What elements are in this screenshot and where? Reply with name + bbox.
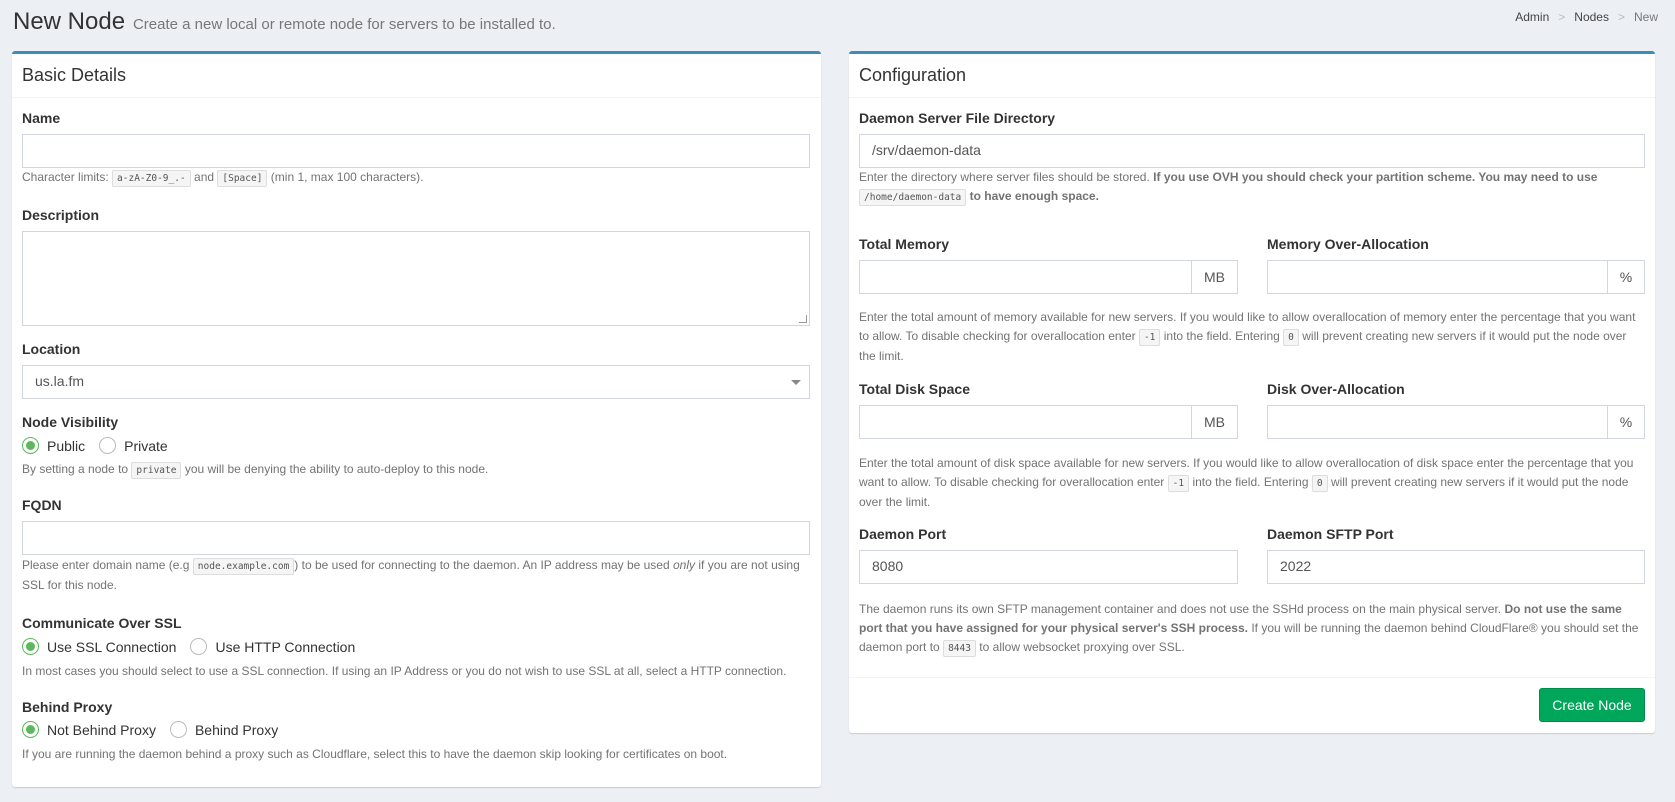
create-node-button[interactable]: Create Node bbox=[1539, 688, 1645, 722]
fqdn-help-code: node.example.com bbox=[193, 558, 295, 575]
memory-help: Enter the total amount of memory available for new servers. If you would like to allow overallocation of memory enter the percentage that you want to allow. To disable checking for overallocation enter -1 into the field. Entering 0 will prevent creating new servers if it would put the node over the limit. bbox=[859, 310, 1636, 363]
name-help-code-chars: a-zA-Z0-9_.- bbox=[112, 170, 191, 187]
proxy-help: If you are running the daemon behind a proxy such as Cloudflare, select this to have the daemon skip looking for certificates on boot. bbox=[22, 747, 728, 761]
daemon-dir-label: Daemon Server File Directory bbox=[859, 110, 1056, 126]
basic-details-header bbox=[12, 54, 821, 98]
configuration-footer bbox=[849, 677, 1655, 733]
location-selected-value: us.la.fm bbox=[35, 373, 85, 389]
name-help-code-space: [Space] bbox=[217, 170, 267, 187]
disk-overalloc-label: Disk Over-Allocation bbox=[1267, 381, 1405, 397]
radio-checked-icon[interactable] bbox=[22, 638, 39, 655]
basic-details-box bbox=[12, 51, 821, 787]
daemon-sftp-port-label: Daemon SFTP Port bbox=[1267, 526, 1394, 542]
total-disk-label: Total Disk Space bbox=[859, 381, 971, 397]
location-select[interactable] bbox=[22, 365, 810, 399]
disk-help-code-neg1: -1 bbox=[1168, 475, 1189, 492]
page-subtitle: Create a new local or remote node for servers to be installed to. bbox=[132, 16, 556, 33]
configuration-box bbox=[849, 51, 1655, 733]
memory-help-code-neg1: -1 bbox=[1139, 329, 1160, 346]
radio-checked-icon[interactable] bbox=[22, 437, 39, 454]
proxy-label: Behind Proxy bbox=[22, 699, 113, 715]
memory-overalloc-label: Memory Over-Allocation bbox=[1267, 236, 1429, 252]
disk-overalloc-unit: % bbox=[1607, 405, 1645, 439]
proxy-radio-group bbox=[22, 721, 292, 738]
radio-unchecked-icon[interactable] bbox=[99, 437, 116, 454]
breadcrumb-nodes[interactable]: Nodes bbox=[1574, 10, 1609, 24]
daemon-dir-help-code: /home/daemon-data bbox=[859, 189, 966, 206]
daemon-port-input[interactable]: 8080 bbox=[859, 550, 1238, 584]
fqdn-help: Please enter domain name (e.g node.example.com ) to be used for connecting to the daemon. An IP address may be used only if you are not using SSL for this node. bbox=[22, 558, 800, 592]
port-help: The daemon runs its own SFTP management container and does not use the SSHd process on the main physical server. Do not use the same port that you have assigned for your physical server's SSH process. If you will be running the daemon behind CloudFlare® you should set the daemon port to 8443 to allow websocket proxying over SSL. bbox=[859, 600, 1645, 658]
visibility-radio-group bbox=[22, 437, 182, 454]
breadcrumb-separator: > bbox=[1558, 10, 1566, 24]
radio-unchecked-icon[interactable] bbox=[170, 721, 187, 738]
daemon-sftp-port-input[interactable]: 2022 bbox=[1267, 550, 1645, 584]
resize-handle-icon[interactable] bbox=[799, 315, 807, 323]
visibility-public-option[interactable]: Public bbox=[22, 437, 85, 454]
total-memory-label: Total Memory bbox=[859, 236, 949, 252]
fqdn-label: FQDN bbox=[22, 497, 62, 513]
total-disk-unit: MB bbox=[1191, 405, 1238, 439]
configuration-header bbox=[849, 54, 1655, 98]
disk-help-code-zero: 0 bbox=[1312, 475, 1328, 492]
daemon-port-label: Daemon Port bbox=[859, 526, 947, 542]
visibility-help-code: private bbox=[131, 462, 181, 479]
breadcrumb bbox=[1515, 10, 1658, 24]
breadcrumb-separator: > bbox=[1617, 10, 1625, 24]
visibility-label: Node Visibility bbox=[22, 414, 119, 430]
total-memory-unit: MB bbox=[1191, 260, 1238, 294]
page-title: New Node bbox=[13, 8, 126, 35]
proxy-option-behind[interactable]: Behind Proxy bbox=[170, 721, 278, 738]
ssl-label: Communicate Over SSL bbox=[22, 615, 182, 631]
configuration-title: Configuration bbox=[859, 65, 967, 85]
ssl-option-http[interactable]: Use HTTP Connection bbox=[190, 638, 355, 655]
visibility-help: By setting a node to private you will be denying the ability to auto-deploy to this node. bbox=[22, 460, 488, 480]
location-label: Location bbox=[22, 341, 81, 357]
description-label: Description bbox=[22, 207, 100, 223]
daemon-dir-input[interactable]: /srv/daemon-data bbox=[859, 134, 1645, 168]
name-help: Character limits: a-zA-Z0-9_.- and [Space] (min 1, max 100 characters). bbox=[22, 168, 424, 188]
port-help-code: 8443 bbox=[943, 640, 976, 657]
radio-unchecked-icon[interactable] bbox=[190, 638, 207, 655]
chevron-down-icon bbox=[791, 380, 801, 385]
breadcrumb-admin[interactable]: Admin bbox=[1515, 10, 1550, 24]
fqdn-input[interactable] bbox=[22, 521, 810, 555]
disk-help: Enter the total amount of disk space available for new servers. If you would like to allow overallocation of disk space enter the percentage that you want to allow. To disable checking for overallocation enter -1 into the field. Entering 0 will prevent creating new servers if it would put the node over the limit. bbox=[859, 456, 1634, 509]
radio-checked-icon[interactable] bbox=[22, 721, 39, 738]
disk-overalloc-input[interactable] bbox=[1267, 405, 1608, 439]
breadcrumb-new: New bbox=[1633, 10, 1658, 24]
memory-help-code-zero: 0 bbox=[1283, 329, 1299, 346]
visibility-private-option[interactable]: Private bbox=[99, 437, 168, 454]
memory-overalloc-input[interactable] bbox=[1267, 260, 1608, 294]
total-memory-input[interactable] bbox=[859, 260, 1192, 294]
total-disk-input[interactable] bbox=[859, 405, 1192, 439]
ssl-option-https[interactable]: Use SSL Connection bbox=[22, 638, 176, 655]
ssl-help: In most cases you should select to use a SSL connection. If using an IP Address or you do not wish to use SSL at all, select a HTTP connection. bbox=[22, 664, 787, 678]
name-input[interactable] bbox=[22, 134, 810, 168]
ssl-radio-group bbox=[22, 638, 369, 655]
page-header bbox=[13, 8, 1675, 44]
name-label: Name bbox=[22, 110, 61, 126]
description-textarea[interactable] bbox=[22, 231, 810, 326]
daemon-dir-help: Enter the directory where server files should be stored. If you use OVH you should check your partition scheme. You may need to use /home/daemon-data to have enough space. bbox=[859, 168, 1645, 207]
memory-overalloc-unit: % bbox=[1607, 260, 1645, 294]
basic-details-title: Basic Details bbox=[22, 65, 127, 85]
proxy-option-not-behind[interactable]: Not Behind Proxy bbox=[22, 721, 156, 738]
